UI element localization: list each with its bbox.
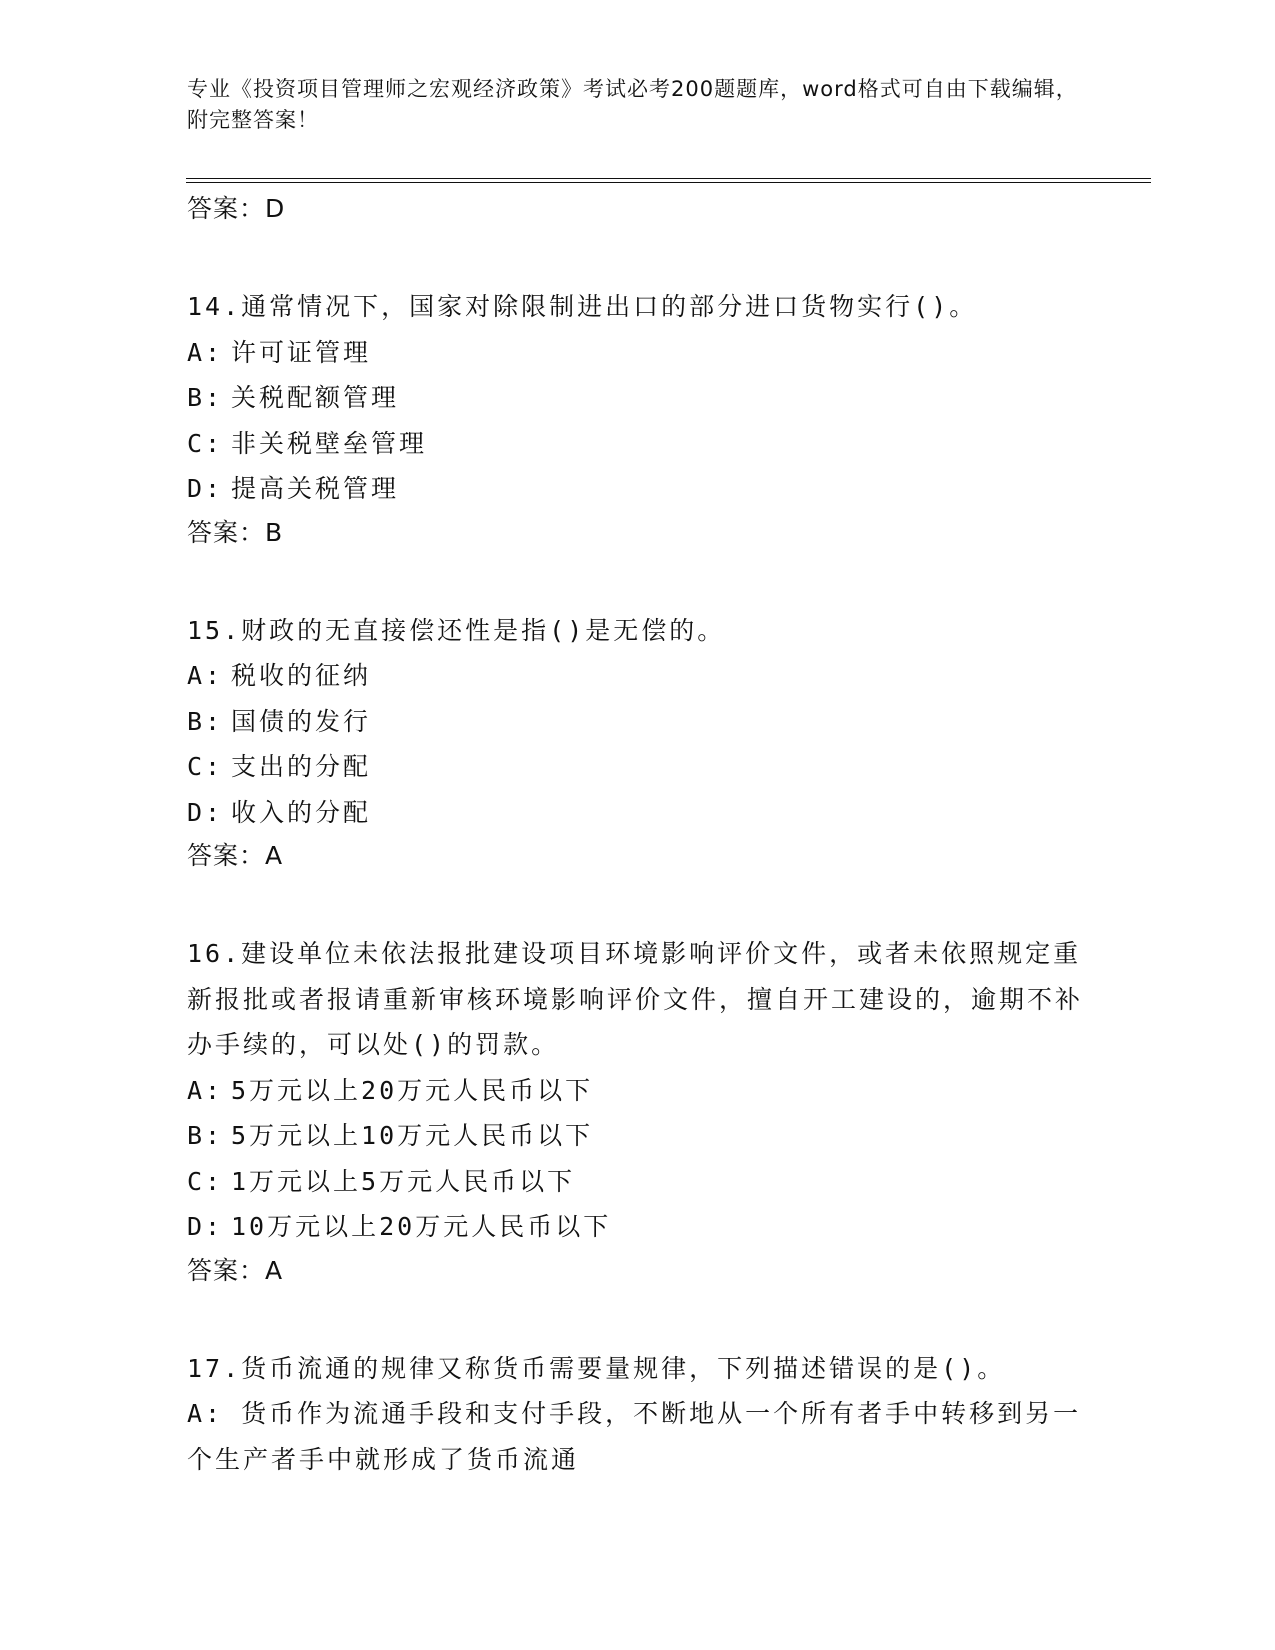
option-key: D: bbox=[187, 474, 224, 503]
option-text: 5万元以上10万元人民币以下 bbox=[231, 1121, 594, 1150]
document-body bbox=[187, 192, 1087, 1482]
option-key: A: bbox=[187, 1075, 224, 1105]
option-key: D: bbox=[187, 797, 224, 827]
option-text: 国债的发行 bbox=[231, 706, 372, 736]
option-b bbox=[187, 699, 1087, 745]
option-text: 关税配额管理 bbox=[231, 383, 400, 412]
option-text: 1万元以上5万元人民币以下 bbox=[231, 1166, 576, 1196]
option-text: 5万元以上20万元人民币以下 bbox=[231, 1075, 594, 1105]
option-a bbox=[187, 330, 1087, 376]
option-text: 支出的分配 bbox=[231, 752, 372, 781]
option-key: A: bbox=[187, 661, 224, 690]
option-b bbox=[187, 1113, 1087, 1159]
option-key: B: bbox=[187, 706, 224, 736]
question-text: 17.货币流通的规律又称货币需要量规律，下列描述错误的是()。 bbox=[187, 1353, 1006, 1383]
answer: 答案：A bbox=[187, 841, 284, 870]
question-text: 14.通常情况下，国家对除限制进出口的部分进口货物实行()。 bbox=[187, 292, 978, 321]
page-header: 专业《投资项目管理师之宏观经济政策》考试必考200题题库，word格式可自由下载编辑，附完整答案！ bbox=[187, 77, 1078, 132]
answer: 答案：A bbox=[187, 1255, 284, 1285]
option-key: A: bbox=[187, 1399, 224, 1428]
option-text: 提高关税管理 bbox=[231, 474, 400, 503]
option-text: 税收的征纳 bbox=[231, 661, 372, 690]
option-key: C: bbox=[187, 428, 224, 458]
header-divider bbox=[186, 178, 1151, 183]
option-text: 非关税壁垒管理 bbox=[231, 428, 428, 458]
question-14 bbox=[187, 284, 1087, 550]
option-key: B: bbox=[187, 383, 224, 412]
answer: 答案：B bbox=[187, 517, 284, 547]
option-key: C: bbox=[187, 752, 224, 781]
option-key: C: bbox=[187, 1166, 224, 1196]
option-a bbox=[187, 1391, 1087, 1482]
question-15 bbox=[187, 608, 1087, 874]
question-17 bbox=[187, 1346, 1087, 1483]
question-16 bbox=[187, 931, 1087, 1288]
option-text: 10万元以上20万元人民币以下 bbox=[231, 1212, 612, 1241]
option-d bbox=[187, 466, 1087, 512]
option-c bbox=[187, 421, 1087, 467]
option-a bbox=[187, 653, 1087, 699]
option-c bbox=[187, 1159, 1087, 1205]
previous-answer: 答案：D bbox=[187, 194, 286, 223]
question-text: 15.财政的无直接偿还性是指()是无偿的。 bbox=[187, 615, 726, 645]
option-b bbox=[187, 375, 1087, 421]
option-text: 货币作为流通手段和支付手段，不断地从一个所有者手中转移到另一个生产者手中就形成了货币流通 bbox=[187, 1399, 1082, 1474]
option-text: 许可证管理 bbox=[231, 337, 372, 367]
option-d bbox=[187, 1204, 1087, 1250]
question-text: 16.建设单位未依法报批建设项目环境影响评价文件，或者未依照规定重新报批或者报请重新审核环境影响评价文件，擅自开工建设的，逾期不补办手续的，可以处()的罚款。 bbox=[187, 939, 1084, 1059]
option-d bbox=[187, 790, 1087, 836]
option-key: B: bbox=[187, 1121, 224, 1150]
option-text: 收入的分配 bbox=[231, 797, 372, 827]
option-key: A: bbox=[187, 337, 224, 367]
option-key: D: bbox=[187, 1212, 224, 1241]
option-c bbox=[187, 744, 1087, 790]
option-a bbox=[187, 1068, 1087, 1114]
